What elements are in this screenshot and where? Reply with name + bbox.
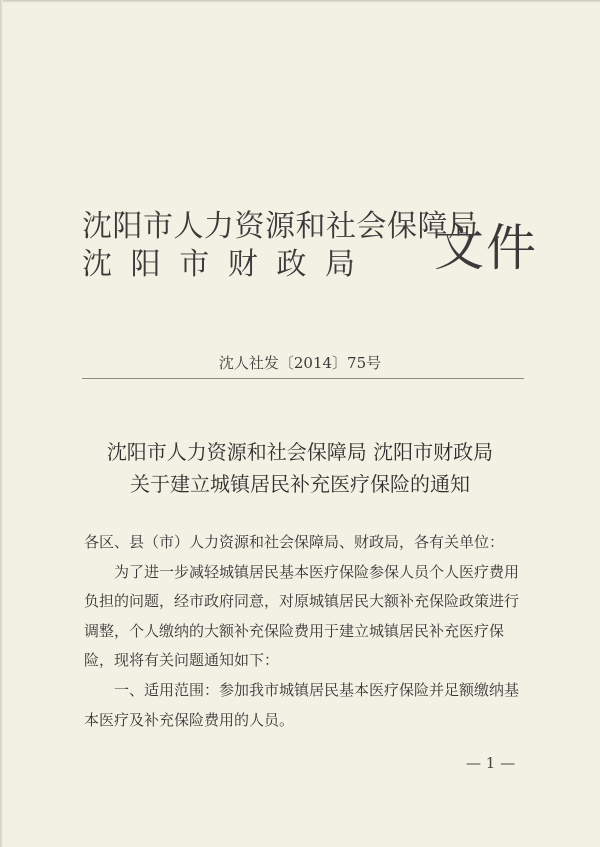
issuing-org-line-1: 沈阳市人力资源和社会保障局 (82, 209, 479, 244)
page-edge-left (0, 0, 3, 847)
document-header (82, 210, 542, 290)
notice-body (84, 528, 526, 735)
document-word: 文件 (434, 219, 538, 277)
paragraph-scope: 一、适用范围：参加我市城镇居民基本医疗保险并足额缴纳基本医疗及补充保险费用的人员。 (84, 680, 520, 729)
notice-title-line-1: 沈阳市人力资源和社会保障局 沈阳市财政局 (106, 440, 494, 464)
paragraph-intro: 为了进一步减轻城镇居民基本医疗保险参保人员个人医疗费用负担的问题，经市政府同意，对原城镇居民大额补充保险政策进行调整，个人缴纳的大额补充保险费用于建立城镇居民补充医疗保险，现将有关问题通知如下： (84, 562, 520, 670)
notice-title-line-2: 关于建立城镇居民补充医疗保险的通知 (130, 472, 470, 496)
page-number: — 1 — (466, 754, 516, 772)
header-divider (82, 378, 524, 379)
salutation: 各区、县（市）人力资源和社会保障局、财政局，各有关单位： (84, 533, 505, 551)
issuing-org-line-2: 沈阳市财政局 (82, 247, 374, 282)
document-number: 沈人社发〔2014〕75号 (218, 354, 382, 372)
page-edge-top (0, 0, 600, 3)
